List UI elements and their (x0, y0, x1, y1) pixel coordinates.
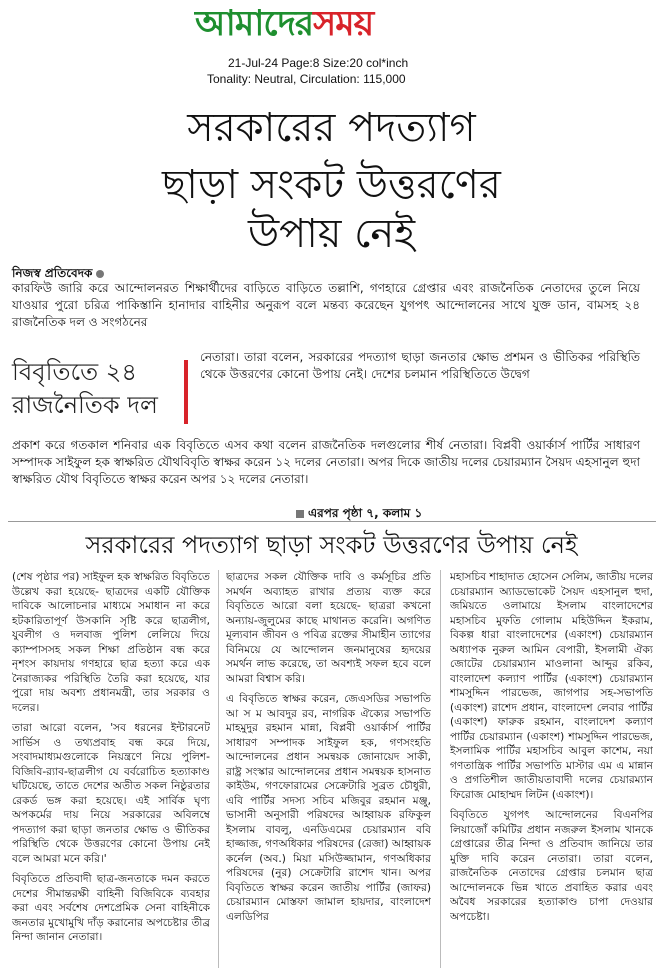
column-1-paragraph-3: বিবৃতিতে প্রতিবাদী ছাত্র-জনতাকে দমন করতে দেশের সীমান্তরক্ষী বাহিনী বিজিবিকে ব্যবহার করা এবং সর্বশেষ দেশপ্রেমিক সেনা বাহিনীকে জনতার মুখোমুখি দাঁড় করানোর অপচেষ্টার তীব্র নিন্দা জানান নেতারা। (12, 873, 210, 943)
bullet-icon (96, 270, 104, 278)
article-column-1 (12, 570, 210, 968)
column-rule-1 (218, 570, 219, 968)
clip-info-line-2: Tonality: Neutral, Circulation: 115,000 (207, 72, 406, 86)
column-3-paragraph-1: মহাসচিব শাহাদাত হোসেন সেলিম, জাতীয় দলের চেয়ারম্যান অ্যাডভোকেট সৈয়দ এহসানুল হুদা, জমিয়তে ওলামায়ে ইসলাম বাংলাদেশের মহাসচিব মুফতি গোলাম মহিউদ্দিন ইকরাম, বিকল্প ধারা বাংলাদেশের (একাংশ) চেয়ারম্যান অধ্যাপক নুরুল আমিন বেপারী, ইসলামী ঐক্য জোটের চেয়ারম্যান মাওলানা আব্দুর রকিব, বাংলাদেশ কল্যাণ পার্টির (একাংশ) চেয়ারম্যান শামসুদ্দিন পারভেজ, জাগপার সহ-সভাপতি (একাংশ) রাশেদ প্রধান, বাংলাদেশ লেবার পার্টির (একাংশ) ফারুক রহমান, বাংলাদেশ কল্যাণ পার্টির চেয়ারম্যান (একাংশ) শামসুদ্দিন পারভেজ, ইসলামিক পার্টির মহাসচিব আবুল কাশেম, নয়া গণতান্ত্রিক পার্টির সভাপতি মাস্টার এম এ মান্নান ও প্রগতিশীল জাতীয়তাবাদী দলের চেয়ারম্যান ফিরোজ মোহাম্মদ লিটন (একাংশ)। (450, 571, 653, 801)
continuation-note (296, 505, 422, 525)
column-rule-2 (440, 570, 441, 968)
pull-quote-accent-bar (184, 360, 188, 424)
clip-info-line-1: 21-Jul-24 Page:8 Size:20 col*inch (228, 56, 409, 70)
section-divider (8, 521, 656, 522)
column-2-paragraph-2: এ বিবৃতিতে স্বাক্ষর করেন, জেএসডির সভাপতি আ স ম আবদুর রব, নাগরিক ঐক্যের সভাপতি মাহমুদুর রহমান মান্না, বিপ্লবী ওয়ার্কার্স পার্টির সাধারণ সম্পাদক সাইফুল হক, গণসংহতি আন্দোলনের প্রধান সমন্বয়ক জোনায়েদ সাকী, রাষ্ট্র সংস্কার আন্দোলনের প্রধান সমন্বয়ক হাসনাত কাইউম, গণফোরামের সেক্রেটারি সুব্রত চৌধুরী, এবি পার্টির সদস্য সচিব মজিবুর রহমান মঞ্জু, ভাসানী অনুসারী পরিষদের আহ্বায়ক রফিকুল ইসলাম বাবলু, এনডিএমের চেয়ারম্যান ববি হাজ্জাজ, গণঅধিকার পরিষদের (রেজা) আহ্বায়ক কর্নেল (অব.) মিয়া মসিউজ্জামান, গণঅধিকার পরিষদের (নুর) সেক্রেটারি রাশেদ খান। অপর বিবৃতিতে স্বাক্ষর করেন জাতীয় পার্টির (জাফর) চেয়ারম্যান মোস্তফা জামাল হায়দার, বাংলাদেশ এলডিপির (226, 693, 431, 923)
continuation-text: এরপর পৃষ্ঠা ৭, কলাম ১ (308, 506, 423, 520)
lede-paragraph-bottom: প্রকাশ করে গতকাল শনিবার এক বিবৃতিতে এসব কথা বলেন রাজনৈতিক দলগুলোর শীর্ষ নেতারা। বিপ্লবী ওয়ার্কার্স পার্টির সাধারণ সম্পাদক সাইফুল হক স্বাক্ষরিত যৌথবিবৃতি স্বাক্ষর করেন ১২ দলের নেতারা। অপর দিকে জাতীয় দলের চেয়ারম্যান সৈয়দ এহসানুল হুদা স্বাক্ষরিত যৌথ বিবৃতিতে স্বাক্ষর করেন অপর ১২ দলের নেতারা। (12, 438, 640, 487)
newspaper-logo (195, 2, 445, 46)
headline-line-3: উপায় নেই (247, 211, 416, 257)
lede-paragraph-right: নেতারা। তারা বলেন, সরকারের পদত্যাগ ছাড়া জনতার ক্ষোভ প্রশমন ও ভীতিকর পরিস্থিতি থেকে উত্তরণের কোনো উপায় নেই। দেশের চলমান পরিস্থিতিতে উদ্বেগ (200, 350, 640, 382)
headline-line-1: সরকারের পদত্যাগ (187, 105, 476, 151)
pull-quote-line-2: রাজনৈতিক দল (12, 391, 158, 419)
article-column-2 (226, 570, 431, 968)
pull-quote (12, 356, 182, 426)
column-1-paragraph-2: তারা আরো বলেন, 'সব ধরনের ইন্টারনেট সার্ভিস ও তথ্যপ্রবাহ বন্ধ করে দিয়ে, সংবাদমাধ্যমগুলোকে নিয়ন্ত্রণে নিয়ে পুলিশ-বিজিবি-র‌্যাব-ছাত্রলীগ যে বর্বরোচিত হত্যাকাণ্ড ঘটিয়েছে, তাতে দেশের অতীত সকল নিষ্ঠুরতার রেকর্ড ভঙ্গ করা হয়েছে। এই সার্বিক ঘৃণ্য অপকর্মের দায় নিয়ে সরকারের অবিলম্বে পদত্যাগ করা ছাড়া জনতার ক্ষোভ ও ভীতিকর পরিস্থিতি থেকে উত্তরণের কোনো উপায় নেই বলে আমরা মনে করি।' (12, 722, 210, 865)
column-3-paragraph-2: বিবৃতিতে যুগপৎ আন্দোলনের বিএনপির লিয়াজোঁ কমিটির প্রধান নজরুল ইসলাম খানকে গ্রেপ্তারের তীব্র নিন্দা ও প্রতিবাদ জানিয়ে তার মুক্তি দাবি করেন নেতারা। তারা বলেন, রাজনৈতিক নেতাদের গ্রেপ্তার চলমান ছাত্র আন্দোলনকে ভিন্ন খাতে প্রবাহিত করার এবং অবৈধ সরকারের হত্যাকাণ্ড চাপা দেওয়ার অপচেষ্টা। (450, 809, 653, 923)
headline-line-2: ছাড়া সংকট উত্তরণের (162, 162, 501, 208)
logo-part-1: আমাদের (195, 3, 314, 44)
continuation-headline: সরকারের পদত্যাগ ছাড়া সংকট উত্তরণের উপায় নেই (85, 531, 578, 559)
byline-text: নিজস্ব প্রতিবেদক (12, 266, 93, 280)
square-bullet-icon (296, 510, 304, 518)
pull-quote-line-1: বিবৃতিতে ২৪ (12, 358, 137, 386)
column-1-paragraph-1: (শেষ পৃষ্ঠার পর) সাইফুল হক স্বাক্ষরিত বিবৃতিতে উল্লেখ করা হয়েছে- ছাত্রদের একটি যৌক্তিক দাবিকে আলোচনার মাধ্যমে সমাধান না করে হটকারিতাপূর্ণ উসকানি সৃষ্টি করে ছাত্রলীগ, যুবলীগ ও দলবাজ পুলিশ লেলিয়ে দিয়ে ক্যাম্পাসসহ সকল শিক্ষা প্রতিষ্ঠান বন্ধ করে নৃশংস কায়দায় গণহারে ছাত্র হত্যা করে এক নৈরাজ্যকর পরিস্থিতি তৈরি করা হয়েছে, যার পুরো দায় অবশ্য প্রধানমন্ত্রী, তার সরকার ও দলের। (12, 571, 210, 714)
logo-part-2: সময় (313, 3, 374, 44)
lede-paragraph-top: কারফিউ জারি করে আন্দোলনরত শিক্ষার্থীদের বাড়িতে বাড়িতে তল্লাশি, গণহারে গ্রেপ্তার এবং রাজনৈতিক নেতাদের তুলে নিয়ে যাওয়ার পুরো চরিত্র পাকিস্তানি হানাদার বাহিনীর অনুরূপ বলে মন্তব্য করেছেন যুগপৎ আন্দোলনের সাথে যুক্ত ডান, বামসহ ২৪ রাজনৈতিক দল ও সংগঠনের (12, 281, 640, 330)
article-column-3 (450, 570, 653, 968)
column-2-paragraph-1: ছাত্রদের সকল যৌক্তিক দাবি ও কর্মসূচির প্রতি সমর্থন অব্যাহত রাখার প্রত্যয় ব্যক্ত করে বিবৃতিতে আরো বলা হয়েছে- ছাত্ররা কখনো অন্যায়-জুলুমের কাছে মাথানত করেনি। অগণিত মূল্যবান জীবন ও পবিত্র রক্তের সীমাহীন ত্যাগের বিনিময়ে যে আন্দোলন জনমানুষের হৃদয়ের সমর্থন লাভ করেছে, তা অবশ্যই সফল হবে বলে আমরা বিশ্বাস করি। (226, 571, 431, 685)
